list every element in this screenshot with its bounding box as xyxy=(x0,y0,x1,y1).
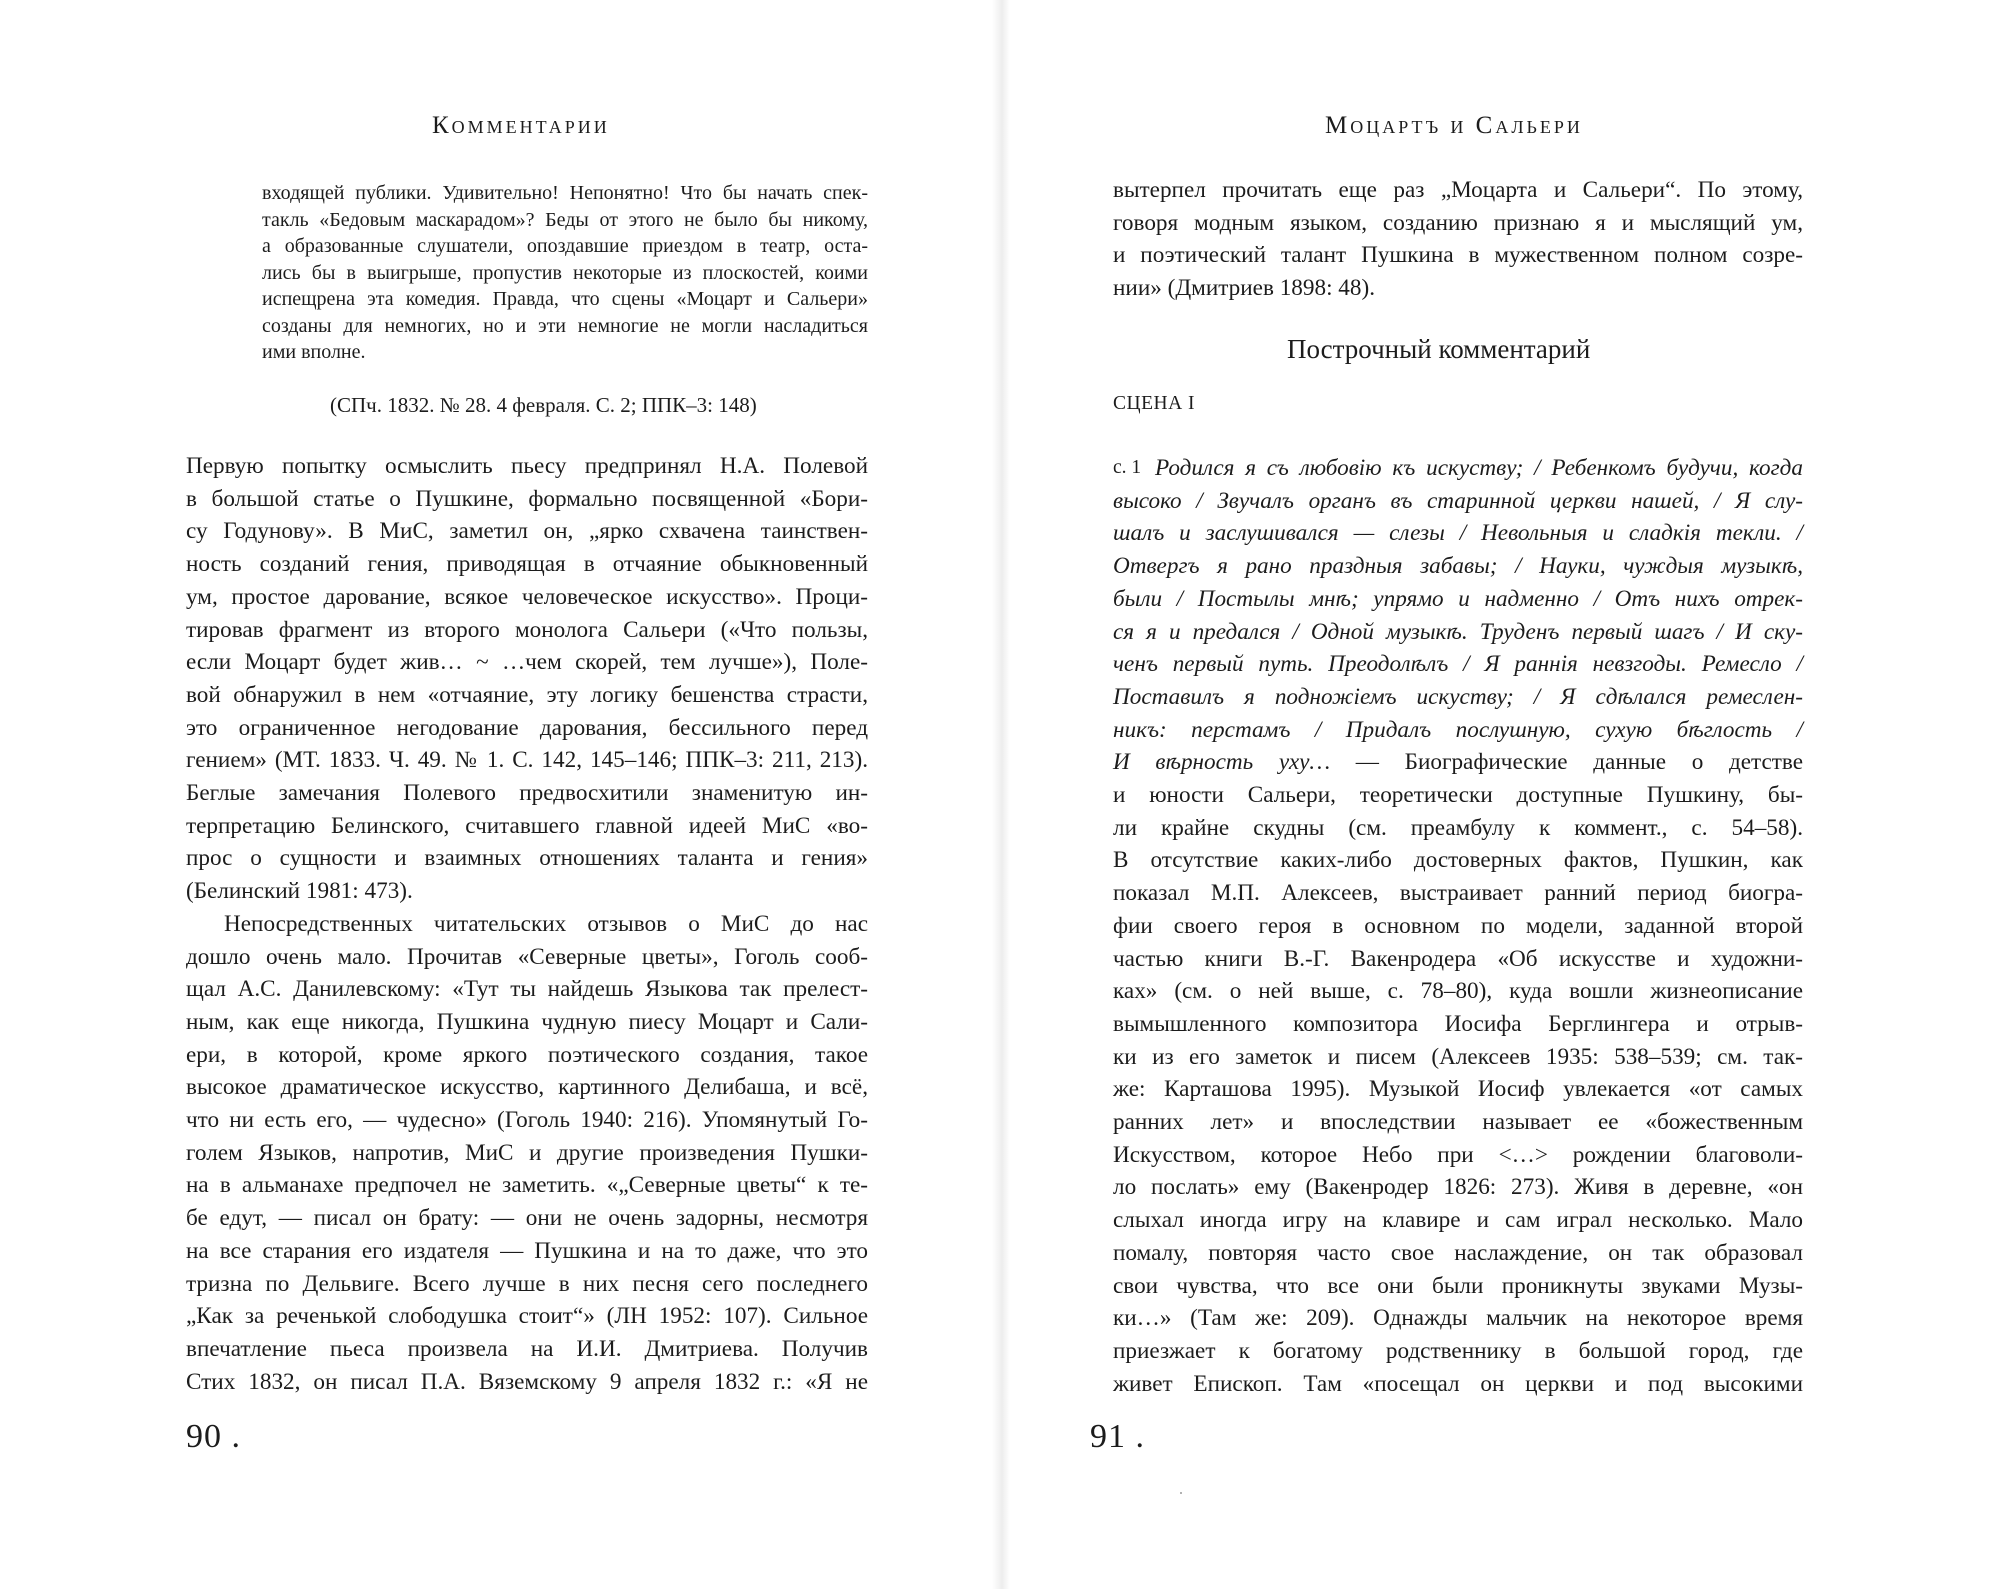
text-line: на все старания его издателя — Пушкина и на то даже, что это xyxy=(186,1237,868,1264)
quoted-verse-line: Отвергъ я рано праздныя забавы; / Науки, чуждыя музыкѣ, xyxy=(1113,553,1803,580)
text-line: живет Епископ. Там «посещал он церкви и под высокими xyxy=(1113,1370,1803,1397)
text-line: впечатление пьеса произвела на И.И. Дмитриева. Получив xyxy=(186,1335,868,1362)
text-line: в большой статье о Пушкине, формально посвященной «Бори- xyxy=(186,485,868,512)
text-line: ки…» (Там же: 209). Однажды мальчик на некоторое время xyxy=(1113,1305,1803,1332)
quoted-verse-line: ся я и предался / Одной музыкѣ. Труденъ первый шагъ / И ску- xyxy=(1113,618,1803,645)
quote-line: входящей публики. Удивительно! Непонятно! Что бы начать спек- xyxy=(262,182,868,204)
quote-line: а образованные слушатели, опоздавшие приездом в театр, оста- xyxy=(262,235,868,257)
text-line: (Белинский 1981: 473). xyxy=(186,878,413,905)
text-line: щал А.С. Данилевскому: «Тут ты найдешь Языкова так прелест- xyxy=(186,976,868,1003)
text-line: и поэтический талант Пушкина в мужественном полном созре- xyxy=(1113,242,1803,269)
text-line: терпретацию Белинского, считавшего главной идеей МиС «во- xyxy=(186,812,868,839)
text-line: частью книги В.-Г. Вакенродера «Об искусстве и художни- xyxy=(1113,945,1803,972)
text-line: тризна по Дельвиге. Всего лучше в них песня сего последнего xyxy=(186,1270,868,1297)
quoted-verse-line: шалъ и заслушивался — слезы / Невольныя и сладкія текли. / xyxy=(1113,520,1803,547)
text-line: и юности Сальери, теоретически доступные Пушкину, бы- xyxy=(1113,782,1803,809)
text-line: ным, как еще никогда, Пушкина чудную пиесу Моцарт и Сали- xyxy=(186,1008,868,1035)
quote-line: такль «Бедовым маскарадом»? Беды от этого не было бы никому, xyxy=(262,208,868,231)
text-line: свои чувства, что все они были проникнуты звуками Музы- xyxy=(1113,1272,1803,1299)
text-line: ло послать» ему (Вакенродер 1826: 273). Живя в деревне, «он xyxy=(1113,1174,1803,1201)
quoted-verse-line: ченъ первый путь. Преодолѣлъ / Я раннія невзгоды. Ремесло / xyxy=(1113,651,1803,678)
text-line: Стих 1832, он писал П.А. Вяземскому 9 апреля 1832 г.: «Я не xyxy=(186,1368,868,1395)
text-line: показал М.П. Алексеев, выстраивает ранний период биогра- xyxy=(1113,880,1803,907)
text-line: слыхал иногда игру на клавире и сам играл несколько. Мало xyxy=(1113,1207,1803,1234)
text-line: высокое драматическое искусство, картинного Делибаша, и всё, xyxy=(186,1074,868,1101)
text-line: говоря модным языком, созданию признаю я и мыслящий ум, xyxy=(1113,209,1803,236)
quoted-verse-line: Поставилъ я подножіемъ искуству; / Я сдѣлался ремеслен- xyxy=(1113,683,1803,710)
paper-speck xyxy=(1180,1492,1182,1494)
scene-label: СЦЕНА I xyxy=(1113,393,1196,414)
quote-source: (СПч. 1832. № 28. 4 февраля. С. 2; ППК–3: 148) xyxy=(330,393,757,417)
left-body-text xyxy=(186,450,868,1398)
text-line: Непосредственных читательских отзывов о МиС до нас xyxy=(224,910,868,937)
quoted-verse-line: высоко / Звучалъ органъ въ старинной церкви нашей, / Я слу- xyxy=(1113,487,1803,514)
quote-block xyxy=(262,180,868,366)
text-line: вытерпел прочитать еще раз „Моцарта и Сальери“. По этому, xyxy=(1113,177,1803,203)
text-line: ум, простое дарование, всякое человеческое искусство». Проци- xyxy=(186,583,868,610)
text-line: Первую попытку осмыслить пьесу предпринял Н.А. Полевой xyxy=(186,453,868,479)
running-head-right: Моцартъ и Сальери xyxy=(1325,112,1583,139)
quote-line: лись бы в выигрыше, пропустив некоторые из плоскостей, коими xyxy=(262,261,868,284)
text-line: же: Карташова 1995). Музыкой Иосиф увлекается «от самых xyxy=(1113,1076,1803,1103)
text-line: ность созданий гения, приводящая в отчаяние обыкновенный xyxy=(186,551,868,578)
quoted-verse-line: Родился я съ любовію къ искуству; / Ребенкомъ будучи, когда xyxy=(1155,455,1803,481)
text-line: прос о сущности и взаимных отношениях таланта и гения» xyxy=(186,845,868,872)
text-line: бе едут, — писал он брату: — они не очень задорны, несмотря xyxy=(186,1205,868,1232)
running-head-left: Комментарии xyxy=(432,112,610,139)
text-line: это ограниченное негодование дарования, бессильного перед xyxy=(186,714,868,741)
text-line: В отсутствие каких-либо достоверных фактов, Пушкин, как xyxy=(1113,847,1803,874)
text-line: фии своего героя в основном по модели, заданной второй xyxy=(1113,912,1803,939)
quoted-verse-line: были / Постылы мнѣ; упрямо и надменно / Отъ нихъ отрек- xyxy=(1113,585,1803,612)
text-line: ли крайне скудны (см. преамбулу к коммент., с. 54–58). xyxy=(1113,814,1803,841)
text-line: дошло очень мало. Прочитав «Северные цветы», Гоголь сооб- xyxy=(186,943,868,970)
quote-line: испещрена эта комедия. Правда, что сцены «Моцарт и Сальери» xyxy=(262,288,868,310)
page-number-right: 91 . xyxy=(1090,1418,1145,1455)
text-line: „Как за реченькой слободушка стоит“» (ЛН 1952: 107). Сильное xyxy=(186,1303,868,1330)
text-line: приезжает к богатому родственнику в большой город, где xyxy=(1113,1337,1803,1364)
text-line: вой обнаружил в нем «отчаяние, эту логику бешенства страсти, xyxy=(186,681,868,708)
text-line: ках» (см. о ней выше, с. 78–80), куда вошли жизнеописание xyxy=(1113,978,1803,1005)
right-page xyxy=(1000,0,2000,1589)
text-line: тировав фрагмент из второго монолога Сальери («Что пользы, xyxy=(186,616,868,643)
quote-line: ими вполне. xyxy=(262,341,366,363)
section-title: Построчный комментарий xyxy=(1287,334,1591,364)
comment-reference: с. 1 xyxy=(1113,457,1142,478)
continuation-text xyxy=(1113,174,1803,305)
text-line: голем Языков, напротив, МиС и другие произведения Пушки- xyxy=(186,1139,868,1166)
text-line: гением» (МТ. 1833. Ч. 49. № 1. С. 142, 145–146; ППК–3: 211, 213). xyxy=(186,747,868,774)
text-line: нии» (Дмитриев 1898: 48). xyxy=(1113,275,1376,302)
text-line: Искусством, которое Небо при <…> рождении благоволи- xyxy=(1113,1141,1803,1168)
text-line: ки из его заметок и писем (Алексеев 1935: 538–539; см. так- xyxy=(1113,1043,1803,1070)
text-line: что ни есть его, — чудесно» (Гоголь 1940: 216). Упомянутый Го- xyxy=(186,1107,868,1134)
text-line: если Моцарт будет жив… ~ …чем скорей, тем лучше»), Поле- xyxy=(186,649,868,676)
quoted-verse-end: И вѣрность уху… xyxy=(1113,749,1331,776)
line-commentary xyxy=(1113,452,1803,1400)
quoted-verse-line: никъ: перстамъ / Придалъ послушную, сухую бѣглость / xyxy=(1113,716,1803,743)
text-line: вымышленного композитора Иосифа Берглингера и отрыв- xyxy=(1113,1010,1803,1037)
text-line: ери, в которой, кроме яркого поэтического создания, такое xyxy=(186,1041,868,1068)
mixed-line xyxy=(1113,746,1803,779)
quote-line: созданы для немногих, но и эти немногие не могли насладиться xyxy=(262,314,868,337)
page-number-left: 90 . xyxy=(186,1418,241,1455)
text-line: Беглые замечания Полевого предвосхитили знаменитую ин- xyxy=(186,780,868,807)
text-line: помалу, повторяя часто свое наслаждение, он так образовал xyxy=(1113,1239,1803,1266)
text-line: на в альманахе предпочел не заметить. «„Северные цветы“ к те- xyxy=(186,1172,868,1199)
text-line: ранних лет» и впоследствии называет ее «божественным xyxy=(1113,1109,1803,1136)
commentary-start: — Биографические данные о детстве xyxy=(1330,749,1803,776)
text-line: су Годунову». В МиС, заметил он, „ярко схвачена таинствен- xyxy=(186,518,868,545)
